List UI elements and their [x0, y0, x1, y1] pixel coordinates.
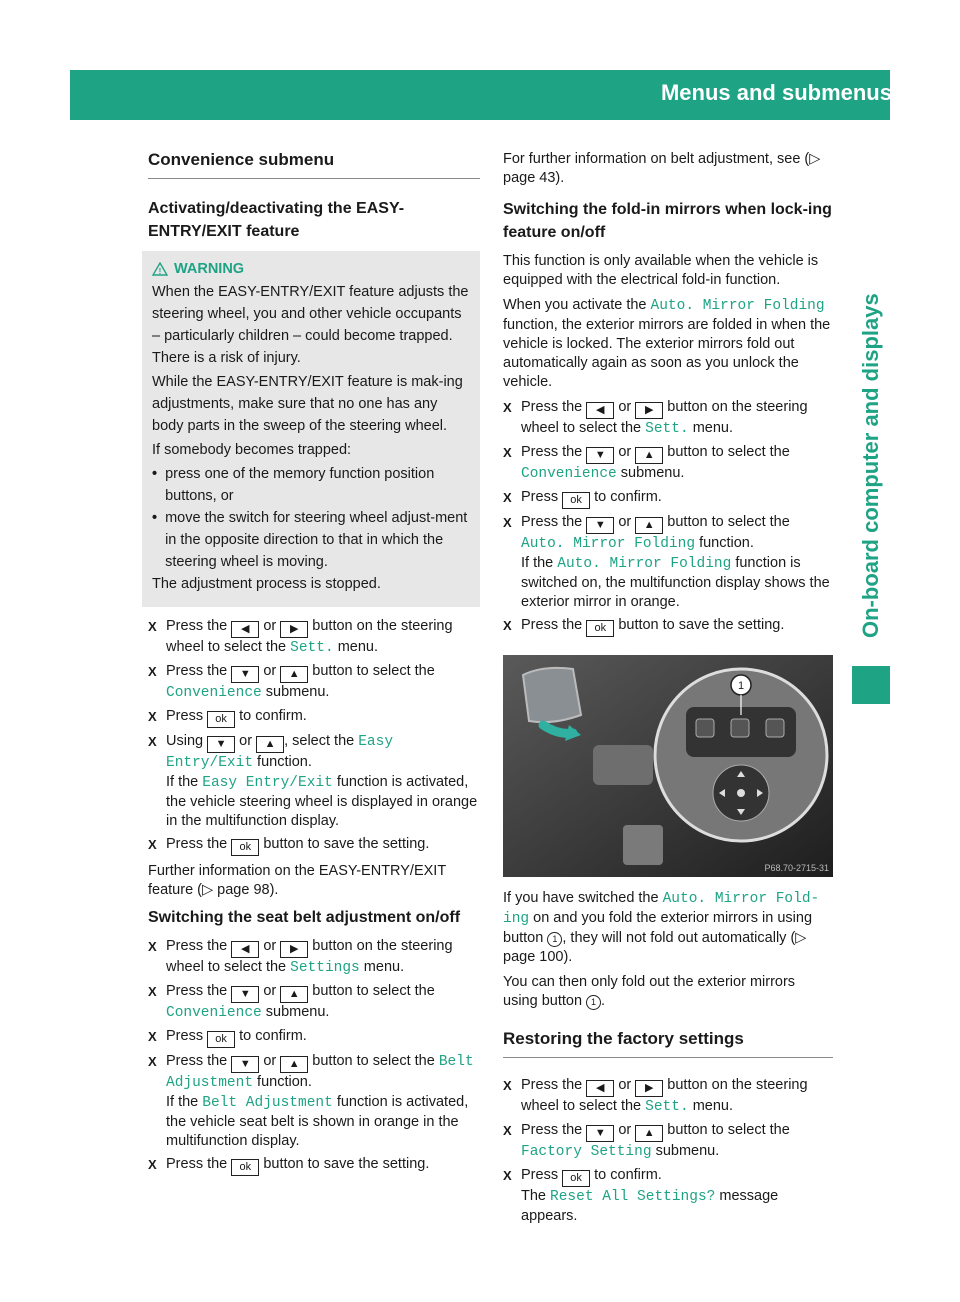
button-1-icon: 1 — [547, 932, 562, 947]
step-text: or — [618, 1077, 632, 1093]
step-text: submenu. — [265, 684, 330, 700]
body-text — [503, 296, 833, 392]
section-title: Convenience submenu — [148, 150, 480, 179]
right-key-icon: ▶ — [635, 402, 663, 419]
right-key-icon: ▶ — [280, 941, 308, 958]
step-text: Press the — [166, 836, 228, 852]
left-key-icon: ◀ — [231, 621, 259, 638]
body-text-part: on and you fold the exterior mirrors in using button — [503, 910, 813, 946]
step-text: button to save the setting. — [263, 1156, 430, 1172]
step-text: button on the steering wheel to select the — [166, 618, 453, 655]
body-text-part: function, the exterior mirrors are folded in when the vehicle is locked. The exterior mirrors fold out automatically again as soon as you unlock the vehicle. — [503, 317, 831, 390]
step-text: If the — [166, 1094, 199, 1110]
up-key-icon: ▲ — [635, 1125, 663, 1142]
step-text: button on the steering wheel to select the — [166, 938, 453, 975]
step-text: menu. — [692, 420, 733, 436]
instruction-step: X Press the ok button to save the setting. — [148, 835, 480, 856]
menu-name: Belt Adjustment — [202, 1095, 333, 1111]
body-text-part: If you have switched the — [503, 890, 659, 906]
instruction-step: X Press ok to confirm. — [148, 1027, 480, 1048]
step-text: If the — [521, 555, 554, 571]
instruction-step: X Press the ◀ or ▶ button on the steering wheel to select the Settings menu. — [148, 938, 453, 976]
subsection-title: Switching the seat belt adjustment on/off — [148, 909, 461, 926]
step-text: or — [618, 514, 632, 530]
right-key-icon: ▶ — [635, 1080, 663, 1097]
subsection-title: Activating/deactivating the EASY-ENTRY/EXIT feature — [148, 200, 405, 240]
step-text: Press the — [166, 618, 228, 634]
page-header-bar — [70, 70, 952, 120]
ok-key-icon: ok — [231, 1159, 259, 1176]
step-text: or — [618, 1122, 632, 1138]
up-key-icon: ▲ — [280, 666, 308, 683]
down-key-icon: ▼ — [207, 736, 235, 753]
step-text: button to select the — [667, 444, 790, 460]
photo-code: P68.70-2715-31 — [764, 863, 829, 873]
intro-text: For further information on belt adjustment, see (▷ page 43). — [503, 151, 821, 186]
body-text-part: . — [601, 993, 606, 1009]
ok-key-icon: ok — [231, 839, 259, 856]
instruction-step: X Press the ◀ or ▶ button on the steering wheel to select the Sett. menu. — [148, 618, 453, 656]
warning-text: If somebody becomes trapped: — [152, 442, 352, 458]
warning-bullet: • press one of the memory function position buttons, or — [152, 463, 470, 507]
step-text: Press the — [521, 617, 583, 633]
step-text: button to select the — [667, 1122, 790, 1138]
menu-name: Factory Setting — [521, 1144, 652, 1160]
menu-name: Auto. Mirror Fold-ing — [503, 891, 820, 927]
step-text: Press — [166, 1028, 204, 1044]
instruction-step: X Press ok to confirm. — [148, 707, 480, 728]
up-key-icon: ▲ — [256, 736, 284, 753]
menu-name: Settings — [290, 960, 360, 976]
step-text: Press the — [166, 1053, 228, 1069]
warning-box — [142, 251, 480, 607]
step-text: or — [263, 618, 277, 634]
step-text: Press the — [166, 663, 228, 679]
step-text: or — [263, 1053, 277, 1069]
menu-name: Convenience — [521, 466, 617, 482]
warning-text: While the EASY-ENTRY/EXIT feature is mak-ing adjustments, make sure that no one has any body parts in the sweep of the steering wheel. — [152, 374, 463, 434]
instruction-step: X Press the ▼ or ▲ button to select the Belt Adjustment function. If the Belt Adjustment function is activated, the vehicle seat belt is shown in orange in the multifunction display. — [148, 1053, 474, 1149]
step-text: or — [239, 733, 253, 749]
warning-text: The adjustment process is stopped. — [152, 576, 381, 592]
door-panel-illustration — [503, 655, 833, 877]
instruction-step: X Press the ▼ or ▲ button to select the Factory Setting submenu. — [503, 1122, 790, 1160]
step-text: Press the — [521, 514, 583, 530]
step-text: Press the — [521, 444, 583, 460]
menu-name: Easy Entry/Exit — [202, 775, 333, 791]
step-text: button on the steering wheel to select the — [521, 399, 808, 436]
menu-name: Belt Adjustment — [166, 1054, 474, 1091]
menu-name: Sett. — [645, 1099, 689, 1115]
body-text: This function is only available when the vehicle is equipped with the electrical fold-in function. — [503, 253, 819, 288]
step-text: function is activated, the vehicle seat belt is shown in orange in the multifunction display. — [166, 1094, 469, 1149]
menu-name: Sett. — [290, 640, 334, 656]
step-text: , select the — [284, 733, 355, 749]
step-text: Press the — [166, 938, 228, 954]
further-info: Further information on the EASY-ENTRY/EXIT feature (▷ page 98). — [148, 863, 446, 898]
page-number: 217 — [914, 80, 952, 105]
instruction-step: X Press the ▼ or ▲ button to select the Convenience submenu. — [148, 983, 435, 1021]
step-text: button to select the — [667, 514, 790, 530]
step-text: If the — [166, 774, 199, 790]
down-key-icon: ▼ — [586, 447, 614, 464]
button-1-icon: 1 — [586, 995, 601, 1010]
column-right — [503, 150, 833, 1230]
instruction-step: X Using ▼ or ▲ , select the Easy Entry/Exit function. If the Easy Entry/Exit function is activated, the vehicle steering wheel is displayed in orange in the multifunction display. — [148, 733, 478, 829]
step-text: function. — [257, 754, 312, 770]
step-text: button to select the — [312, 663, 435, 679]
down-key-icon: ▼ — [586, 517, 614, 534]
step-text: submenu. — [655, 1143, 720, 1159]
svg-text:!: ! — [158, 267, 162, 276]
instruction-step: X Press the ◀ or ▶ button on the steering wheel to select the Sett. menu. — [503, 1077, 808, 1115]
ok-key-icon: ok — [562, 1170, 590, 1187]
step-text: menu. — [363, 959, 405, 975]
bullet-text: press one of the memory function position buttons, or — [165, 466, 435, 504]
step-text: or — [263, 938, 277, 954]
step-text: Press the — [521, 1077, 583, 1093]
warning-label: WARNING — [174, 261, 245, 277]
up-key-icon: ▲ — [635, 447, 663, 464]
sidebar-title: On-board computer and displays — [858, 293, 883, 638]
step-text: submenu. — [620, 465, 685, 481]
step-text: to confirm. — [594, 489, 662, 505]
body-text-part: , they will not fold out automatically (▷ page 100). — [503, 930, 807, 965]
menu-name: Convenience — [166, 1005, 262, 1021]
step-text: or — [263, 983, 277, 999]
step-text: The — [521, 1188, 546, 1204]
step-text: menu. — [337, 639, 378, 655]
step-text: button to save the setting. — [618, 617, 785, 633]
step-text: Press the — [521, 399, 583, 415]
step-text: Press the — [166, 983, 228, 999]
step-text: function. — [699, 535, 754, 551]
menu-name: Auto. Mirror Folding — [650, 298, 825, 314]
step-text: menu. — [692, 1098, 733, 1114]
instruction-step: X Press the ▼ or ▲ button to select the Convenience submenu. — [148, 663, 435, 701]
body-text — [503, 973, 833, 1011]
menu-name: Auto. Mirror Folding — [557, 556, 732, 572]
up-key-icon: ▲ — [280, 986, 308, 1003]
step-text: function is switched on, the multifunction display shows the exterior mirror in orange. — [521, 555, 830, 610]
instruction-step: X Press the ok button to save the setting. — [148, 1155, 480, 1176]
step-text: Press — [521, 1167, 559, 1183]
step-text: Press the — [166, 1156, 228, 1172]
ok-key-icon: ok — [207, 711, 235, 728]
left-key-icon: ◀ — [586, 1080, 614, 1097]
step-text: function. — [257, 1074, 312, 1090]
menu-name: Sett. — [645, 421, 689, 437]
instruction-step: X Press ok to confirm. — [503, 488, 833, 509]
menu-name: Convenience — [166, 685, 262, 701]
bullet-text: move the switch for steering wheel adjust-ment in the opposite direction to that in which the steering wheel is moving. — [165, 510, 468, 570]
step-text: or — [618, 444, 632, 460]
step-text: Using — [166, 733, 204, 749]
warning-heading — [152, 261, 470, 277]
menu-name: Auto. Mirror Folding — [521, 536, 696, 552]
warning-triangle-icon — [152, 262, 168, 276]
up-key-icon: ▲ — [280, 1056, 308, 1073]
down-key-icon: ▼ — [231, 666, 259, 683]
step-text: Press the — [521, 1122, 583, 1138]
header-divider — [902, 74, 904, 116]
step-text: or — [618, 399, 632, 415]
down-key-icon: ▼ — [231, 986, 259, 1003]
header-title: Menus and submenus — [660, 80, 892, 105]
step-text: Press — [521, 489, 559, 505]
step-text: button to select the — [312, 983, 435, 999]
sidebar-block — [852, 666, 890, 704]
step-text: Press — [166, 708, 204, 724]
step-text: message appears. — [521, 1188, 779, 1224]
body-text-part: You can then only fold out the exterior mirrors using button — [503, 974, 796, 1009]
warning-text: When the EASY-ENTRY/EXIT feature adjusts the steering wheel, you and other vehicle occupants – particularly children – could become trapped. There is a risk of injury. — [152, 284, 469, 366]
mirror-controls-photo — [503, 655, 833, 877]
sidebar-tab — [852, 120, 890, 660]
menu-name: Reset All Settings? — [550, 1189, 716, 1205]
subsection-title: Switching the fold-in mirrors when lock-ing feature on/off — [503, 201, 832, 241]
ok-key-icon: ok — [562, 492, 590, 509]
warning-bullet: • move the switch for steering wheel adjust-ment in the opposite direction to that in which the steering wheel is moving. — [152, 507, 470, 573]
step-text: function is activated, the vehicle steering wheel is displayed in orange in the multifunction display. — [166, 774, 478, 829]
step-text: button on the steering wheel to select the — [521, 1077, 808, 1114]
column-left — [148, 150, 480, 1180]
down-key-icon: ▼ — [231, 1056, 259, 1073]
ok-key-icon: ok — [207, 1031, 235, 1048]
left-key-icon: ◀ — [231, 941, 259, 958]
body-text-part: When you activate the — [503, 297, 647, 313]
step-text: to confirm. — [239, 708, 307, 724]
right-key-icon: ▶ — [280, 621, 308, 638]
menu-name: Easy Entry/Exit — [166, 734, 394, 771]
step-text: button to select the — [312, 1053, 435, 1069]
instruction-step: X Press the ▼ or ▲ button to select the Convenience submenu. — [503, 444, 790, 482]
step-text: submenu. — [265, 1004, 330, 1020]
ok-key-icon: ok — [586, 620, 614, 637]
up-key-icon: ▲ — [635, 517, 663, 534]
svg-text:1: 1 — [737, 680, 745, 692]
instruction-step: X Press the ▼ or ▲ button to select the Auto. Mirror Folding function. If the Auto. Mirror Folding function is switched on, the multifunction display shows the exterior mirror in orange. — [503, 514, 830, 610]
section-title: Restoring the factory settings — [503, 1029, 833, 1058]
body-text — [503, 889, 833, 967]
instruction-step: X Press the ◀ or ▶ button on the steering wheel to select the Sett. menu. — [503, 399, 808, 437]
down-key-icon: ▼ — [586, 1125, 614, 1142]
step-text: or — [263, 663, 277, 679]
step-text: button to save the setting. — [263, 836, 430, 852]
step-text: to confirm. — [239, 1028, 307, 1044]
instruction-step: X Press the ok button to save the setting. — [503, 616, 833, 637]
left-key-icon: ◀ — [586, 402, 614, 419]
step-text: to confirm. — [594, 1167, 662, 1183]
instruction-step: X Press ok to confirm. The Reset All Settings? message appears. — [503, 1167, 779, 1224]
